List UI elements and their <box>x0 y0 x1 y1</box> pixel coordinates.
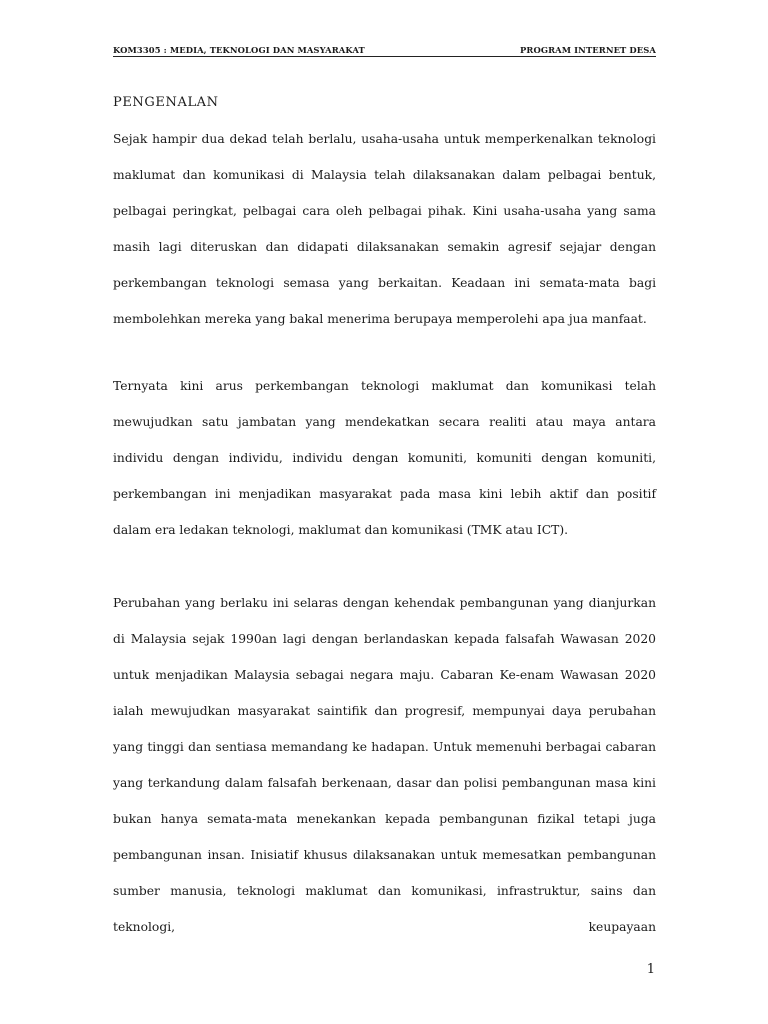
paragraph-2: Ternyata kini arus perkembangan teknologi maklumat dan komunikasi telah mewujudkan satu jambatan yang mendekatkan secara realiti atau maya antara individu dengan individu, individu dengan komuniti, komuniti dengan komuniti, perkembangan ini menjadikan masyarakat pada masa kini lebih aktif dan positif dalam era ledakan teknologi, maklumat dan komunikasi (TMK atau ICT). <box>113 379 656 537</box>
page-number: 1 <box>646 962 655 977</box>
running-header <box>113 44 656 57</box>
header-program-title: PROGRAM INTERNET DESA <box>520 45 656 55</box>
paragraph-1: Sejak hampir dua dekad telah berlalu, usaha-usaha untuk memperkenalkan teknologi maklumat dan komunikasi di Malaysia telah dilaksanakan dalam pelbagai bentuk, pelbagai peringkat, pelbagai cara oleh pelbagai pihak. Kini usaha-usaha yang sama masih lagi diteruskan dan didapati dilaksanakan semakin agresif sejajar dengan perkembangan teknologi semasa yang berkaitan. Keadaan ini semata-mata bagi membolehkan mereka yang bakal menerima berupaya memperolehi apa jua manfaat. <box>113 132 656 326</box>
section-heading: PENGENALAN <box>113 95 219 110</box>
header-course-title: KOM3305 : MEDIA, TEKNOLOGI DAN MASYARAKAT <box>113 45 365 55</box>
paragraph-3: Perubahan yang berlaku ini selaras dengan kehendak pembangunan yang dianjurkan di Malaysia sejak 1990an lagi dengan berlandaskan kepada falsafah Wawasan 2020 untuk menjadikan Malaysia sebagai negara maju. Cabaran Ke-enam Wawasan 2020 ialah mewujudkan masyarakat saintifik dan progresif, mempunyai daya perubahan yang tinggi dan sentiasa memandang ke hadapan. Untuk memenuhi berbagai cabaran yang terkandung dalam falsafah berkenaan, dasar dan polisi pembangunan masa kini bukan hanya semata-mata menekankan kepada pembangunan fizikal tetapi juga pembangunan insan. Inisiatif khusus dilaksanakan untuk memesatkan pembangunan sumber manusia, teknologi maklumat dan komunikasi, infrastruktur, sains dan teknologi, keupayaan <box>113 596 656 934</box>
